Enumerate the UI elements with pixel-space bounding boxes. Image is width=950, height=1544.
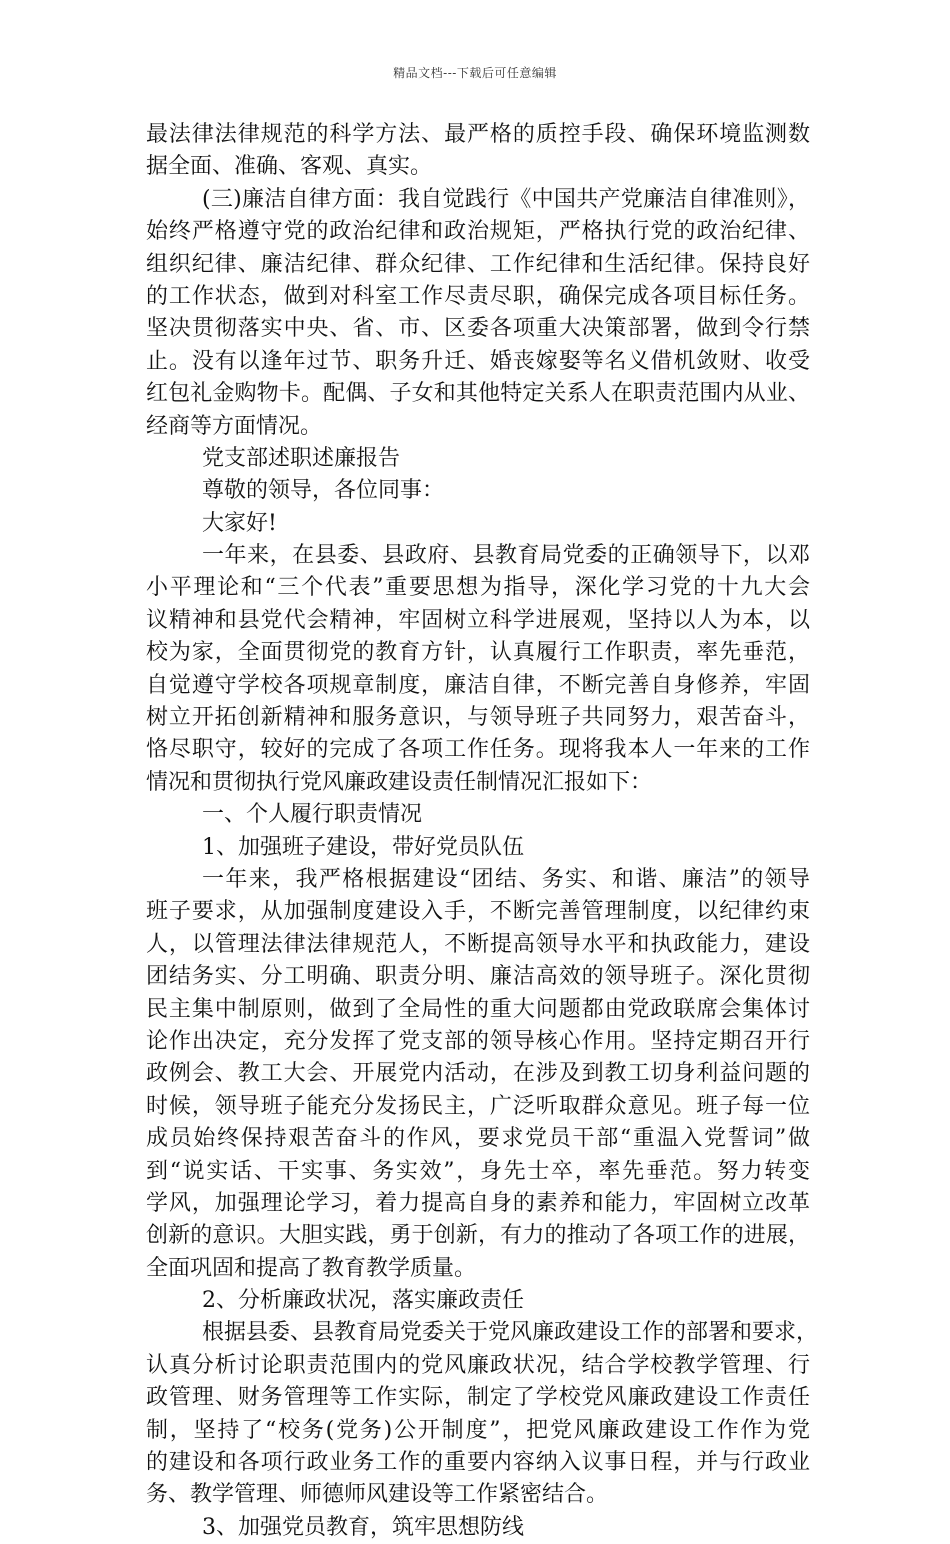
text-line: 人，以管理法律法律规范人，不断提高领导水平和执政能力，建设 xyxy=(146,931,810,957)
text-line: 全面巩固和提高了教育教学质量。 xyxy=(146,1255,477,1281)
text-line: 创新的意识。大胆实践，勇于创新，有力的推动了各项工作的进展， xyxy=(146,1223,810,1249)
text-line: 恪尽职守，较好的完成了各项工作任务。现将我本人一年来的工作 xyxy=(146,737,810,763)
text-line: 民主集中制原则，做到了全局性的重大问题都由党政联席会集体讨 xyxy=(146,996,810,1022)
text-line: 制，坚持了“校务(党务)公开制度”，把党风廉政建设工作作为党 xyxy=(146,1417,810,1443)
text-line: 根据县委、县教育局党委关于党风廉政建设工作的部署和要求， xyxy=(202,1320,819,1346)
document-body xyxy=(146,119,819,1544)
text-line: 班子要求，从加强制度建设入手，不断完善管理制度，以纪律约束 xyxy=(146,899,810,925)
text-line: 的建设和各项行政业务工作的重要内容纳入议事日程，并与行政业 xyxy=(146,1450,810,1476)
text-line: 议精神和县党代会精神，牢固树立科学进展观，坚持以人为本，以 xyxy=(146,607,810,633)
text-line: 时候，领导班子能充分发扬民主，广泛听取群众意见。班子每一位 xyxy=(146,1093,810,1119)
text-line: 经商等方面情况。 xyxy=(146,413,323,439)
text-line: 政管理、财务管理等工作实际，制定了学校党风廉政建设工作责任 xyxy=(146,1385,810,1411)
text-line: 组织纪律、廉洁纪律、群众纪律、工作纪律和生活纪律。保持良好 xyxy=(146,251,810,277)
text-line: 3、加强党员教育，筑牢思想防线 xyxy=(202,1514,524,1540)
text-line: 一年来，我严格根据建设“团结、务实、和谐、廉洁”的领导 xyxy=(202,866,810,892)
page-header: 精品文档---下载后可任意编辑 xyxy=(393,66,557,80)
text-line: 2、分析廉政状况，落实廉政责任 xyxy=(202,1288,524,1314)
text-line: 校为家，全面贯彻党的教育方针，认真履行工作职责，率先垂范， xyxy=(146,640,810,666)
text-line: 尊敬的领导，各位同事： xyxy=(202,478,445,504)
text-line: 最法律法律规范的科学方法、最严格的质控手段、确保环境监测数 xyxy=(146,122,810,147)
text-line: 止。没有以逢年过节、职务升迁、婚丧嫁娶等名义借机敛财、收受 xyxy=(146,348,810,374)
text-line: 1、加强班子建设，带好党员队伍 xyxy=(202,834,524,860)
text-line: 的工作状态，做到对科室工作尽责尽职，确保完成各项目标任务。 xyxy=(146,283,810,309)
text-line: 情况和贯彻执行党风廉政建设责任制情况汇报如下： xyxy=(146,769,653,795)
text-line: 大家好! xyxy=(202,510,277,536)
text-line: (三)廉洁自律方面：我自觉践行《中国共产党廉洁自律准则》， xyxy=(202,186,810,212)
text-line: 政例会、教工大会、开展党内活动，在涉及到教工切身利益问题的 xyxy=(146,1061,810,1087)
text-line: 到“说实话、干实事、务实效”，身先士卒，率先垂范。努力转变 xyxy=(146,1158,810,1184)
text-line: 学风，加强理论学习，着力提高自身的素养和能力，牢固树立改革 xyxy=(146,1190,810,1216)
text-line: 始终严格遵守党的政治纪律和政治规矩，严格执行党的政治纪律、 xyxy=(146,219,810,245)
text-line: 据全面、准确、客观、真实。 xyxy=(146,154,433,180)
text-line: 成员始终保持艰苦奋斗的作风，要求党员干部“重温入党誓词”做 xyxy=(146,1126,810,1152)
text-line: 小平理论和“三个代表”重要思想为指导，深化学习党的十九大会 xyxy=(146,575,810,601)
text-line: 坚决贯彻落实中央、省、市、区委各项重大决策部署，做到令行禁 xyxy=(146,316,810,342)
text-line: 一、个人履行职责情况 xyxy=(202,802,423,828)
text-line: 树立开拓创新精神和服务意识，与领导班子共同努力，艰苦奋斗， xyxy=(146,705,810,731)
text-line: 团结务实、分工明确、职责分明、廉洁高效的领导班子。深化贯彻 xyxy=(146,964,810,990)
text-line: 党支部述职述廉报告 xyxy=(202,445,401,471)
text-line: 自觉遵守学校各项规章制度，廉洁自律，不断完善自身修养，牢固 xyxy=(146,672,810,698)
text-line: 认真分析讨论职责范围内的党风廉政状况，结合学校教学管理、行 xyxy=(146,1352,810,1378)
text-line: 务、教学管理、师德师风建设等工作紧密结合。 xyxy=(146,1482,609,1508)
text-line: 一年来，在县委、县政府、县教育局党委的正确领导下，以邓 xyxy=(202,543,810,569)
text-line: 红包礼金购物卡。配偶、子女和其他特定关系人在职责范围内从业、 xyxy=(146,381,810,407)
text-line: 论作出决定，充分发挥了党支部的领导核心作用。坚持定期召开行 xyxy=(146,1028,810,1054)
